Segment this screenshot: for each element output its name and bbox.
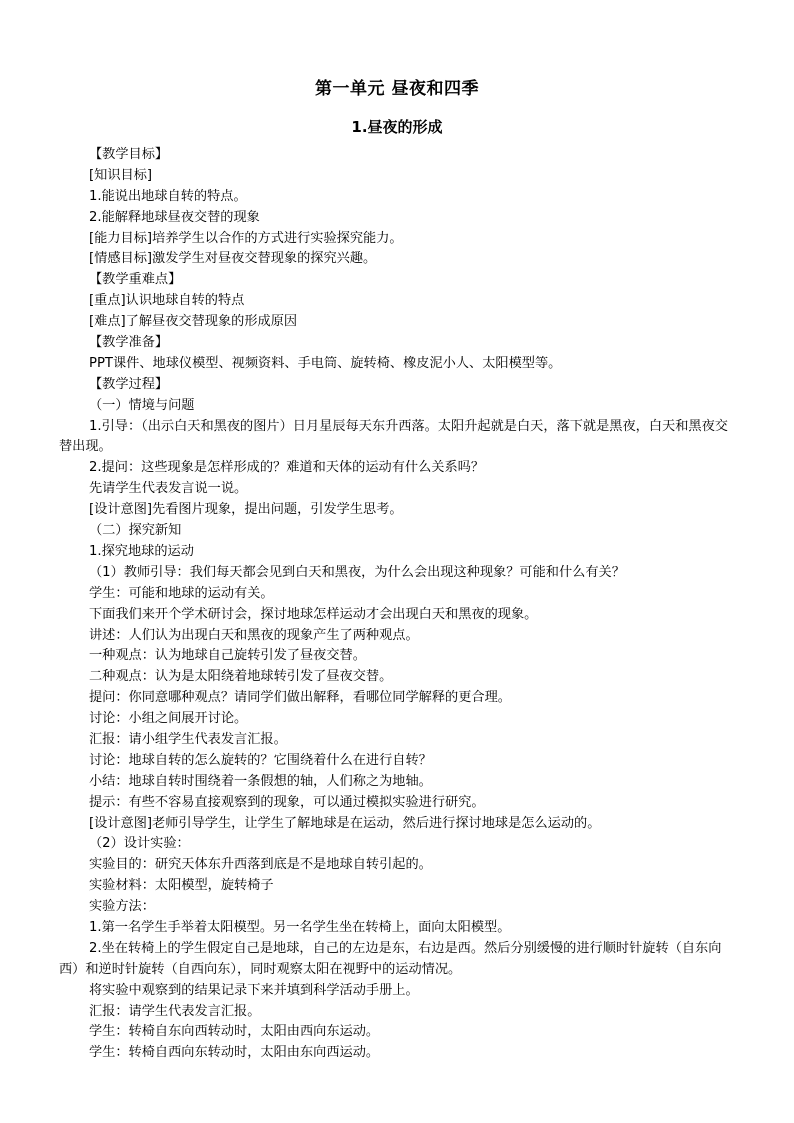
text-line: 2.能解释地球昼夜交替的现象 bbox=[89, 209, 260, 225]
text-line: [设计意图]先看图片现象，提出问题，引发学生思考。 bbox=[89, 502, 403, 518]
unit-title: 第一单元 昼夜和四季 bbox=[315, 79, 479, 99]
text-line: 汇报：请小组学生代表发言汇报。 bbox=[89, 731, 287, 747]
text-line: PPT课件、地球仪模型、视频资料、手电筒、旋转椅、橡皮泥小人、太阳模型等。 bbox=[89, 355, 562, 371]
section-heading: 【教学目标】 bbox=[89, 147, 169, 162]
text-line: [重点]认识地球自转的特点 bbox=[89, 293, 245, 309]
text-line: 小结：地球自转时围绕着一条假想的轴，人们称之为地轴。 bbox=[89, 773, 432, 789]
text-line: （二）探究新知 bbox=[89, 523, 182, 539]
text-line: （1）教师引导：我们每天都会见到白天和黑夜，为什么会出现这种现象？可能和什么有关？ bbox=[89, 564, 625, 580]
text-line: 汇报：请学生代表发言汇报。 bbox=[89, 1003, 261, 1019]
paragraph: 1.引导：（出示白天和黑夜的图片）日月星辰每天东升西落。太阳升起就是白天，落下就是黑夜，白天和黑夜交替出现。 bbox=[59, 418, 728, 455]
text-line: 提示：有些不容易直接观察到的现象，可以通过模拟实验进行研究。 bbox=[89, 794, 485, 810]
text-line: （一）情境与问题 bbox=[89, 397, 195, 413]
text-line: 学生：可能和地球的运动有关。 bbox=[89, 585, 274, 601]
text-line: 1.第一名学生手举着太阳模型。另一名学生坐在转椅上，面向太阳模型。 bbox=[89, 919, 511, 935]
text-line: 讨论：小组之间展开讨论。 bbox=[89, 711, 248, 727]
text-line: [能力目标]培养学生以合作的方式进行实验探究能力。 bbox=[89, 230, 403, 246]
text-line: 将实验中观察到的结果记录下来并填到科学活动手册上。 bbox=[89, 982, 419, 998]
text-line: 下面我们来开个学术研讨会，探讨地球怎样运动才会出现白天和黑夜的现象。 bbox=[89, 606, 538, 622]
text-line: [设计意图]老师引导学生，让学生了解地球是在运动，然后进行探讨地球是怎么运动的。 bbox=[89, 815, 601, 831]
text-line: 二种观点：认为是太阳绕着地球转引发了昼夜交替。 bbox=[89, 669, 393, 685]
text-line: （2）设计实验： bbox=[89, 836, 190, 852]
text-line: 实验材料：太阳模型，旋转椅子 bbox=[89, 878, 274, 894]
section-heading: 【教学过程】 bbox=[89, 376, 169, 392]
text-line: 学生：转椅自西向东转动时，太阳由东向西运动。 bbox=[89, 1045, 380, 1061]
text-line: 实验目的：研究天体东升西落到底是不是地球自转引起的。 bbox=[89, 857, 432, 873]
text-line: [情感目标]激发学生对昼夜交替现象的探究兴趣。 bbox=[89, 251, 377, 267]
text-line: 实验方法： bbox=[89, 899, 155, 915]
section-heading: 【教学重难点】 bbox=[89, 272, 182, 288]
paragraph: 2.坐在转椅上的学生假定自己是地球，自己的左边是东，右边是西。然后分别缓慢的进行顺时针旋转（自东向西）和逆时针旋转（自西向东），同时观察太阳在视野中的运动情况。 bbox=[59, 940, 722, 977]
lesson-body bbox=[59, 145, 737, 1064]
text-line: 1.探究地球的运动 bbox=[89, 543, 194, 559]
lesson-title: 1.昼夜的形成 bbox=[351, 118, 443, 136]
text-line: 讲述：人们认为出现白天和黑夜的现象产生了两种观点。 bbox=[89, 627, 419, 643]
text-line: 先请学生代表发言说一说。 bbox=[89, 481, 248, 497]
section-heading: 【教学准备】 bbox=[89, 335, 169, 351]
text-line: 2.提问：这些现象是怎样形成的？难道和天体的运动有什么关系吗？ bbox=[89, 460, 485, 476]
text-line: 提问：你同意哪种观点？请同学们做出解释，看哪位同学解释的更合理。 bbox=[89, 690, 511, 706]
text-line: [知识目标] bbox=[89, 167, 153, 183]
text-line: 学生：转椅自东向西转动时，太阳由西向东运动。 bbox=[89, 1024, 380, 1040]
text-line: 1.能说出地球自转的特点。 bbox=[89, 188, 247, 204]
text-line: 一种观点：认为地球自己旋转引发了昼夜交替。 bbox=[89, 648, 366, 664]
text-line: 讨论：地球自转的怎么旋转的？它围绕着什么在进行自转？ bbox=[89, 752, 432, 768]
text-line: [难点]了解昼夜交替现象的形成原因 bbox=[89, 314, 298, 330]
